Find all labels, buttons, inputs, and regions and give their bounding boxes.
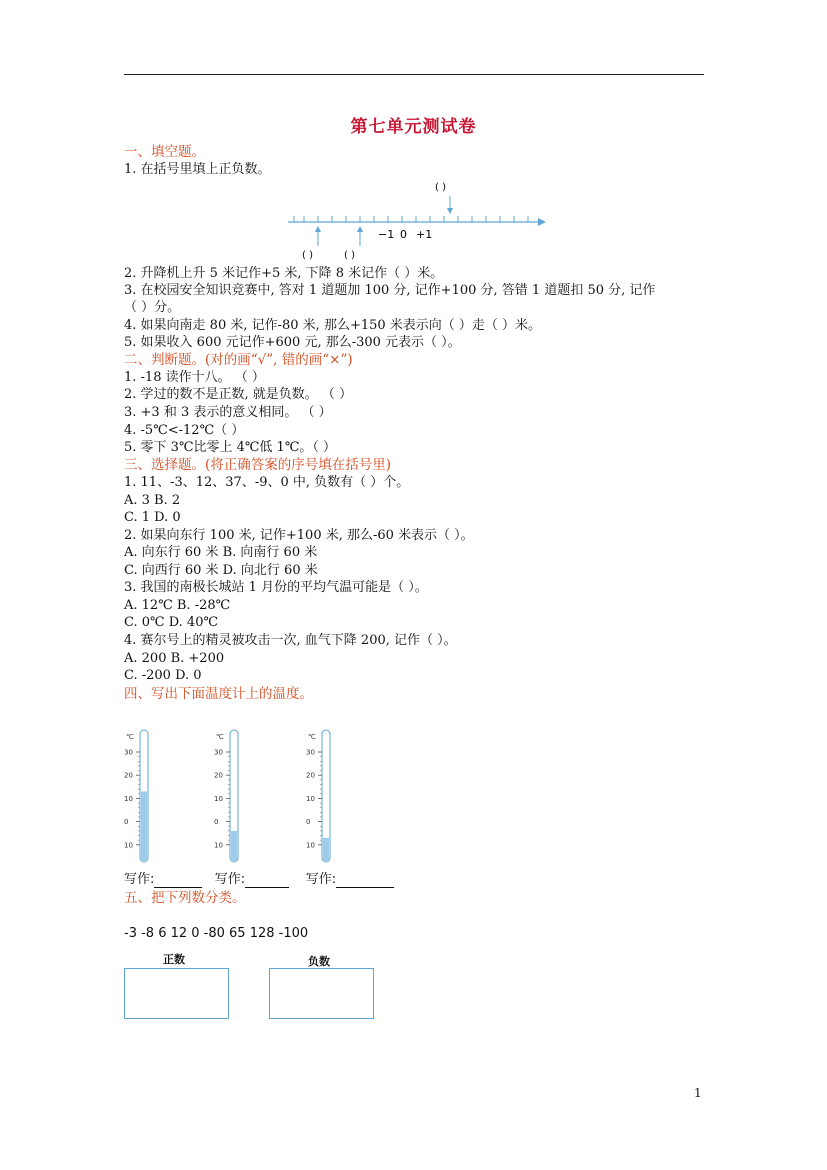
section-3-heading: 三、选择题。(将正确答案的序号填在括号里) <box>124 457 392 473</box>
thermometer-tick-label: 0 <box>124 818 129 827</box>
section-4-heading: 四、写出下面温度计上的温度。 <box>124 686 313 702</box>
thermometer-tick-label: 30 <box>306 748 315 757</box>
choice-line: 1. 11、-3、12、37、-9、0 中, 负数有（ ）个。 <box>124 475 410 490</box>
answer-blank-1[interactable] <box>154 874 202 888</box>
question-1-2: 2. 升降机上升 5 米记作+5 米, 下降 8 米记作（ ）米。 <box>124 266 444 281</box>
thermometer-fill <box>231 831 237 862</box>
thermometer-tick-label: 10 <box>124 794 133 803</box>
choice-line: 4. 赛尔号上的精灵被攻击一次, 血气下降 200, 记作（ ）。 <box>124 633 457 648</box>
choice-line: A. 12℃ B. -28℃ <box>124 598 231 613</box>
numline-paren-top: ( ) <box>435 182 446 193</box>
thermometer-tick-label: 10 <box>306 841 315 850</box>
judge-item: 4. -5℃<-12℃（ ） <box>124 423 245 438</box>
thermometer-tick-label: 10 <box>214 794 223 803</box>
answer-row <box>124 872 394 888</box>
number-line <box>280 180 550 260</box>
choice-line: C. 0℃ D. 40℃ <box>124 615 219 630</box>
positive-numbers-box[interactable] <box>124 968 229 1019</box>
choice-line: C. 向西行 60 米 D. 向北行 60 米 <box>124 563 318 578</box>
judge-item: 1. -18 读作十八。 （ ） <box>124 370 265 385</box>
question-1-5: 5. 如果收入 600 元记作+600 元, 那么-300 元表示（ ）。 <box>124 335 461 350</box>
thermometer <box>124 728 164 864</box>
negative-box-label: 负数 <box>308 955 330 968</box>
choice-line: C. -200 D. 0 <box>124 668 202 683</box>
positive-box-label: 正数 <box>163 953 185 966</box>
write-label: 写作: <box>305 872 337 887</box>
choice-line: C. 1 D. 0 <box>124 510 181 525</box>
thermometer-tick-label: 30 <box>124 748 133 757</box>
section-2-heading: 二、判断题。(对的画“√”, 错的画“×”) <box>124 352 353 368</box>
judge-item: 2. 学过的数不是正数, 就是负数。 （ ） <box>124 387 353 402</box>
question-1-1: 1. 在括号里填上正负数。 <box>124 162 271 177</box>
number-line-figure <box>280 180 550 260</box>
choice-line: A. 3 B. 2 <box>124 493 181 508</box>
number-list: -3 -8 6 12 0 -80 65 128 -100 <box>124 926 309 941</box>
tick-label-plus1: +1 <box>416 228 433 241</box>
choice-line: A. 向东行 60 米 B. 向南行 60 米 <box>124 545 318 560</box>
choice-line: A. 200 B. +200 <box>124 651 225 666</box>
tick-label-zero: 0 <box>400 228 407 241</box>
thermometer <box>306 728 346 864</box>
question-1-4: 4. 如果向南走 80 米, 记作-80 米, 那么+150 米表示向（ ）走（ ）米。 <box>124 318 542 333</box>
header-rule <box>124 74 704 75</box>
thermometer-tick-label: 0 <box>214 818 219 827</box>
thermometer-tick-label: 10 <box>124 841 133 850</box>
thermometer-tick-label: 10 <box>214 841 223 850</box>
numline-paren-b: ( ) <box>344 250 355 260</box>
judge-item: 5. 零下 3℃比零上 4℃低 1℃。（ ） <box>124 440 337 455</box>
section-5-heading: 五、把下列数分类。 <box>124 890 246 906</box>
thermometer-tick-label: 30 <box>214 748 223 757</box>
page-title: 第七单元测试卷 <box>350 117 477 137</box>
write-label: 写作: <box>124 872 155 887</box>
thermometer-tick-label: 20 <box>124 771 133 780</box>
page-number: 1 <box>694 1086 702 1100</box>
thermometer-tick-label: 10 <box>306 794 315 803</box>
thermometer-unit: ℃ <box>216 733 224 741</box>
thermometer-fill <box>141 791 147 862</box>
negative-numbers-box[interactable] <box>269 968 374 1019</box>
write-label: 写作: <box>214 872 246 887</box>
thermometer-tick-label: 0 <box>306 818 311 827</box>
thermometer-unit: ℃ <box>126 733 134 741</box>
choice-line: 3. 我国的南极长城站 1 月份的平均气温可能是（ ）。 <box>124 580 428 595</box>
thermometer-tick-label: 20 <box>214 771 223 780</box>
choice-line: 2. 如果向东行 100 米, 记作+100 米, 那么-60 米表示（ ）。 <box>124 528 474 543</box>
judge-item: 3. +3 和 3 表示的意义相同。 （ ） <box>124 405 332 420</box>
question-1-3: 3. 在校园安全知识竞赛中, 答对 1 道题加 100 分, 记作+100 分, 答错 1 道题扣 50 分, 记作 <box>124 283 656 298</box>
answer-blank-2[interactable] <box>245 874 289 888</box>
thermometer <box>214 728 254 864</box>
numline-paren-a: ( ) <box>302 250 313 260</box>
thermometer-unit: ℃ <box>308 733 316 741</box>
tick-label-minus1: −1 <box>378 228 395 241</box>
thermometer-fill <box>323 838 329 862</box>
section-1-heading: 一、填空题。 <box>124 144 205 160</box>
thermometer-tick-label: 20 <box>306 771 315 780</box>
question-1-3-cont: （ ）分。 <box>124 300 181 315</box>
answer-blank-3[interactable] <box>336 874 394 888</box>
